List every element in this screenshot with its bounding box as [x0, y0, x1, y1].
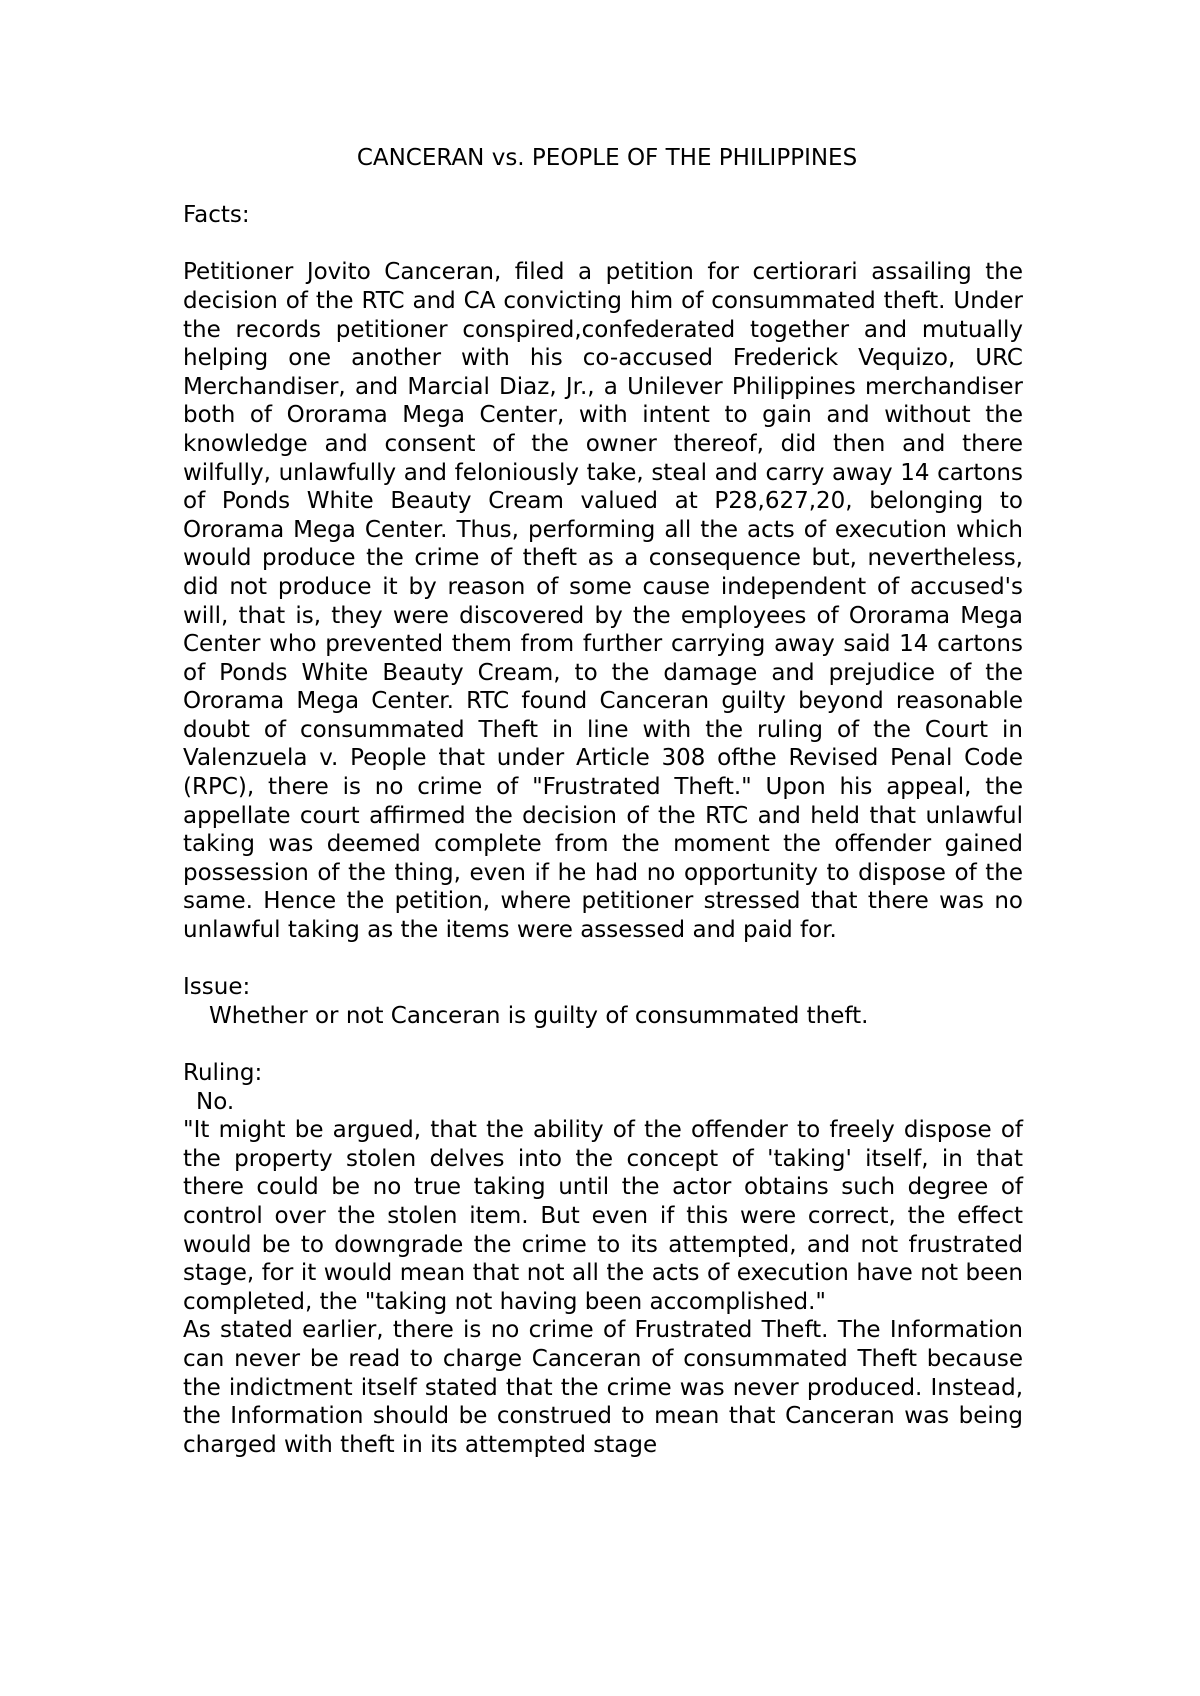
- ruling-answer: No.: [196, 1088, 235, 1115]
- spacer: [183, 230, 1023, 259]
- facts-paragraph: Petitioner Jovito Canceran, filed a petition for certiorari assailing the decision of the RTC and CA convicting him of consummated theft. Under the records petitioner conspired,confederated together and mutually helping one another with his co-accused Frederick Vequizo, URC Merchandiser, and Marcial Diaz, Jr., a Unilever Philippines merchandiser both of Ororama Mega Center, with intent to gain and without the knowledge and consent of the owner thereof, did then and there wilfully, unlawfully and feloniously take, steal and carry away 14 cartons of Ponds White Beauty Cream valued at P28,627,20, belonging to Ororama Mega Center. Thus, performing all the acts of execution which would produce the crime of theft as a consequence but, nevertheless, did not produce it by reason of some cause independent of accused's will, that is, they were discovered by the employees of Ororama Mega Center who prevented them from further carrying away said 14 cartons of Ponds White Beauty Cream, to the damage and prejudice of the Ororama Mega Center. RTC found Canceran guilty beyond reasonable doubt of consummated Theft in line with the ruling of the Court in Valenzuela v. People that under Article 308 ofthe Revised Penal Code (RPC), there is no crime of "Frustrated Theft." Upon his appeal, the appellate court affirmed the decision of the RTC and held that unlawful taking was deemed complete from the moment the offender gained possession of the thing, even if he had no opportunity to dispose of the same. Hence the petition, where petitioner stressed that there was no unlawful taking as the items were assessed and paid for.: [183, 259, 1023, 944]
- issue-heading: Issue:: [183, 974, 251, 1001]
- document-body: [183, 144, 1023, 1459]
- facts-heading: Facts:: [183, 202, 250, 229]
- document-title: CANCERAN vs. PEOPLE OF THE PHILIPPINES: [356, 145, 858, 171]
- ruling-paragraph: As stated earlier, there is no crime of Frustrated Theft. The Information can never be read to charge Canceran of consummated Theft because the indictment itself stated that the crime was never produced. Instead, the Information should be construed to mean that Canceran was being charged with theft in its attempted stage: [183, 1317, 1023, 1458]
- spacer: [183, 945, 1023, 974]
- ruling-quote-paragraph: "It might be argued, that the ability of the offender to freely dispose of the property stolen delves into the concept of 'taking' itself, in that there could be no true taking until the actor obtains such degree of control over the stolen item. But even if this were correct, the effect would be to downgrade the crime to its attempted, and not frustrated stage, for it would mean that not all the acts of execution have not been completed, the "taking not having been accomplished.": [183, 1117, 1023, 1315]
- ruling-heading: Ruling:: [183, 1060, 263, 1086]
- spacer: [183, 173, 1023, 202]
- issue-paragraph: Whether or not Canceran is guilty of consummated theft.: [209, 1002, 869, 1029]
- spacer: [183, 1030, 1023, 1059]
